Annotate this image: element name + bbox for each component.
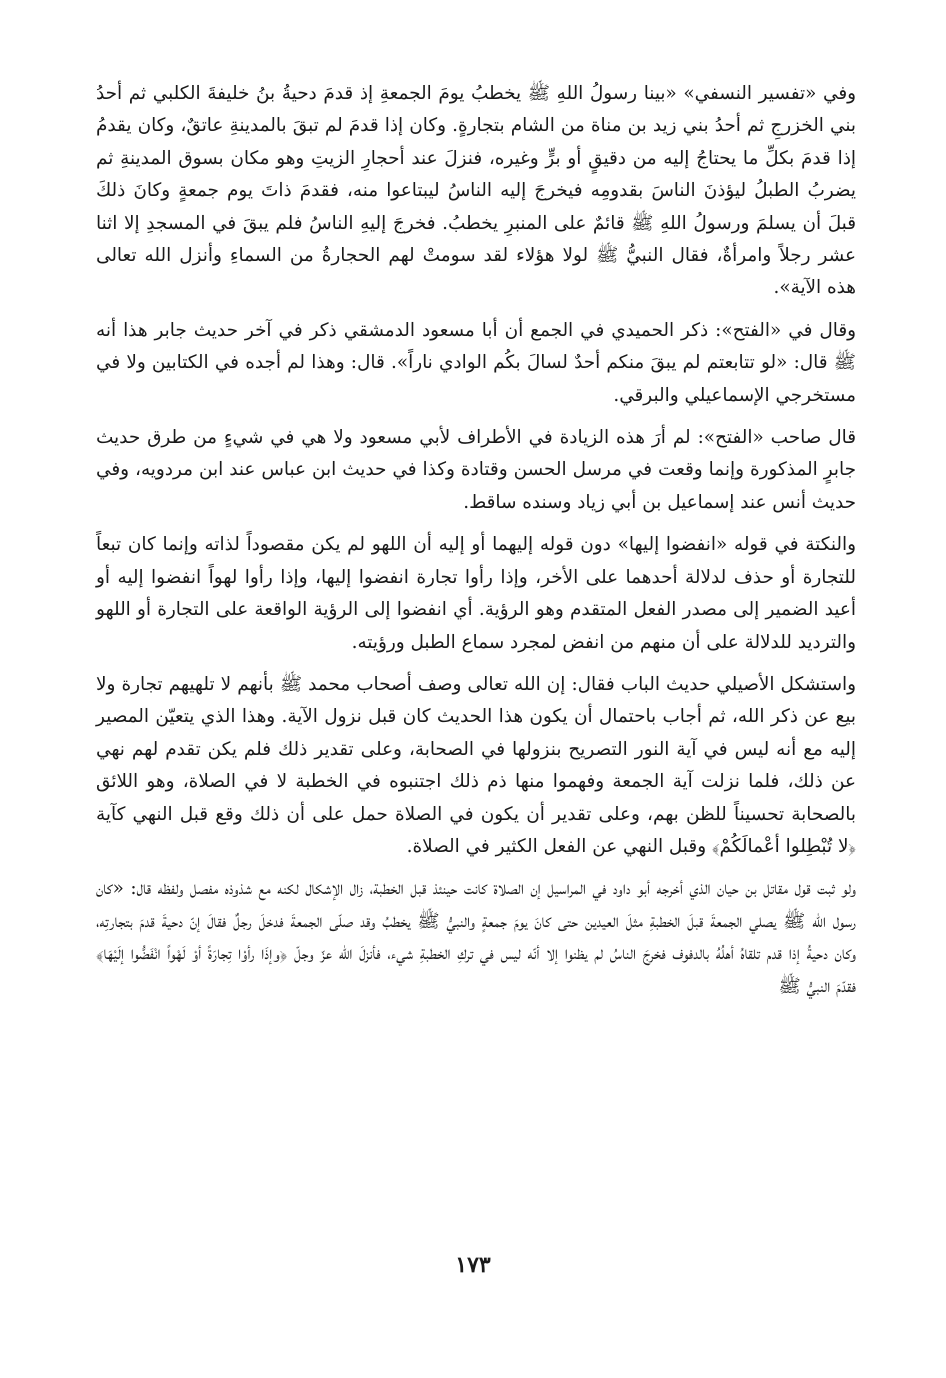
paragraph-nukta: والنكتة في قوله «انفضوا إليها» دون قوله إليهما أو إليه أن اللهو لم يكن مقصوداً لذاته وإنما كان تبعاً للتجارة أو حذف لدلالة أحدهما على الأخر، وإذا رأوا تجارة انفضوا إليها، وإذا رأوا لهواً انفضوا إليه أو أعيد الضمير إلى مصدر الفعل المتقدم وهو الرؤية. أي انفضوا إلى الرؤية الواقعة على التجارة أو اللهو والترديد للدلالة على أن منهم من انفض لمجرد سماع الطبل ورؤيته.	[96, 534, 856, 653]
paragraph-muqatil: ولو ثبت قول مقاتل بن حيان الذي أخرجه أبو داود في المراسيل إن الصلاة كانت حينئذ قبل الخطبة، زال الإشكال لكنه مع شذوذه مفصل ولفظه قال: «كان رسول الله ﷺ يصلي الجمعةَ قبلَ الخطبةِ مثلَ العيدين حتى كانَ يومَ جمعةٍ والنبيُّ ﷺ يخطبُ وقد صلّى الجمعةَ فدخلَ رجلٌ فقالَ إنّ دحيةَ قدمَ بتجارتِه، وكان دحيةُ إذا قدم تلقاهُ أهلُهُ بالدفوف فخرجَ الناسُ لم يظنوا إلا أنّه ليس في تركِ الخطبةِ شيء، فأنزلَ الله عزّ وجلّ ﴿وإذَا رأوْا تِجارَةً أوْ لَهْواً انْفَضُّوا إلَيْهَا﴾ فقدّمَ النبيُّ ﷺ	[96, 878, 856, 997]
page-body	[96, 78, 856, 1003]
paragraph-tafsir-nasafi: وفي «تفسير النسفي» «بينا رسولُ اللهِ ﷺ يخطبُ يومَ الجمعةِ إذ قدمَ دحيةُ بنُ خليفةَ الكلبي ثم أحدُ بني الخزرجِ ثم أحدُ بني زيد بن مناة من الشام بتجارةٍ. وكان إذا قدمَ لم تبقَ بالمدينةِ عاتقٌ، وكان يقدمُ إذا قدمَ بكلِّ ما يحتاجُ إليه من دقيقٍ أو برٍّ وغيره، فنزلَ عند أحجارِ الزيتِ وهو مكان بسوق المدينةِ ثم يضربُ الطبلُ ليؤذنَ الناسَ بقدومِه فيخرجَ إليه الناسُ ليبتاعوا منه، فقدمَ ذاتَ يوم جمعةٍ وكانَ ذلكَ قبلَ أن يسلمَ ورسولُ اللهِ ﷺ قائمٌ على المنبرِ يخطبُ. فخرجَ إليهِ الناسُ فلم يبقَ في المسجدِ إلا اثنا عشر رجلاً وامرأةٌ، فقال النبيُّ ﷺ لولا هؤلاء لقد سومتْ لهم الحجارةُ من السماءِ وأنزل الله تعالى هذه الآية».	[96, 83, 856, 299]
page-number: ١٧٣	[455, 1252, 491, 1278]
paragraph-fath-author: قال صاحب «الفتح»: لم أرَ هذه الزيادة في الأطراف لأبي مسعود ولا هي في شيءٍ من طرق حديث جابرٍ المذكورة وإنما وقعت في مرسل الحسن وقتادة وكذا في حديث ابن عباس عند ابن مردويه، وفي حديث أنس عند إسماعيل بن أبي زياد وسنده ساقط.	[96, 427, 856, 513]
paragraph-asili: واستشكل الأصيلي حديث الباب فقال: إن الله تعالى وصف أصحاب محمد ﷺ بأنهم لا تلهيهم تجارة ولا بيع عن ذكر الله، ثم أجاب باحتمال أن يكون هذا الحديث كان قبل نزول الآية. وهذا الذي يتعيّن المصير إليه مع أنه ليس في آية النور التصريح بنزولها في الصحابة، وعلى تقدير ذلك فلم يكن تقدم لهم نهي عن ذلك، فلما نزلت آية الجمعة وفهموا منها ذم ذلك اجتنبوه في الخطبة لا في الصلاة، وهو اللائق بالصحابة تحسيناً للظن بهم، وعلى تقدير أن يكون في الصلاة حمل على أن ذلك وقع قبل النهي كآية ﴿لا تُبْطِلوا أعْمالَكُمْ﴾ وقبل النهي عن الفعل الكثير في الصلاة.	[96, 673, 856, 857]
paragraph-fath-humaydi: وقال في «الفتح»: ذكر الحميدي في الجمع أن أبا مسعود الدمشقي ذكر في آخر حديث جابر هذا أنه ﷺ قال: «لو تتابعتم لم يبقَ منكم أحدٌ لسالَ بكُم الوادي ناراً». قال: وهذا لم أجده في الكتابين ولا في مستخرجي الإسماعيلي والبرقي.	[96, 319, 856, 406]
